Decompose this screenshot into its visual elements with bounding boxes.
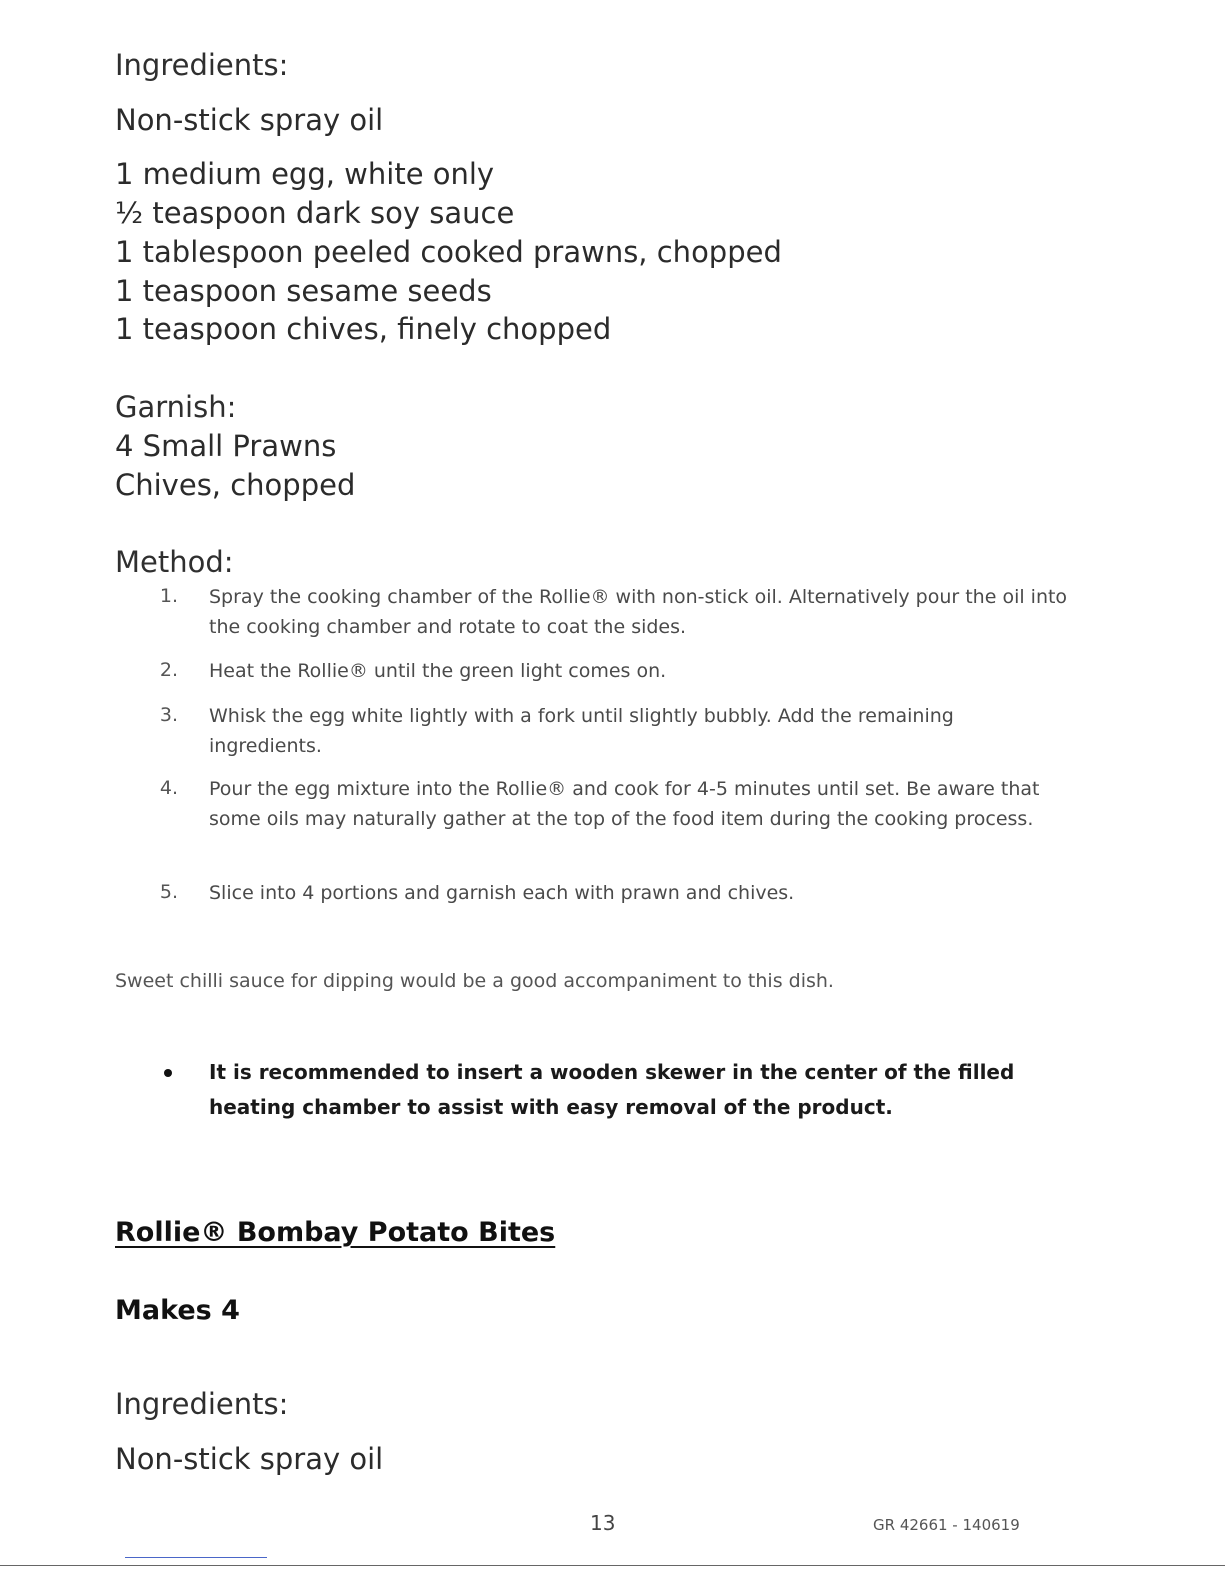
ingredient-item: 1 medium egg, white only: [115, 157, 495, 191]
step-number: 1.: [159, 585, 178, 607]
footnote-separator: [125, 1557, 267, 1558]
recipe-yield: Makes 4: [115, 1295, 240, 1326]
tip-text: It is recommended to insert a wooden skewer in the center of the filled heating chamber to assist with easy removal of the product.: [209, 1060, 1015, 1119]
garnish-item: 4 Small Prawns: [115, 429, 337, 463]
method-step: Slice into 4 portions and garnish each with prawn and chives.: [209, 882, 795, 904]
method-step: Heat the Rollie® until the green light comes on.: [209, 660, 667, 682]
method-heading: Method:: [115, 545, 234, 579]
ingredient-oil: Non-stick spray oil: [115, 103, 384, 137]
document-code: GR 42661 - 140619: [873, 1516, 1020, 1534]
garnish-item: Chives, chopped: [115, 468, 356, 502]
recipe-title: Rollie® Bombay Potato Bites: [115, 1217, 556, 1248]
ingredient-item: ½ teaspoon dark soy sauce: [115, 196, 515, 230]
serving-note: Sweet chilli sauce for dipping would be a good accompaniment to this dish.: [115, 970, 834, 992]
ingredient-item: 1 teaspoon sesame seeds: [115, 274, 492, 308]
method-step: Whisk the egg white lightly with a fork until slightly bubbly. Add the remaining ingredients.: [209, 705, 954, 757]
method-step: Spray the cooking chamber of the Rollie® with non-stick oil. Alternatively pour the oil into the cooking chamber and rotate to coat the sides.: [209, 586, 1068, 638]
method-step: Pour the egg mixture into the Rollie® and cook for 4-5 minutes until set. Be aware that some oils may naturally gather at the top of the food item during the cooking process.: [209, 778, 1040, 830]
ingredient-item: 1 teaspoon chives, finely chopped: [115, 312, 612, 346]
ingredient-oil: Non-stick spray oil: [115, 1442, 384, 1476]
step-number: 4.: [159, 777, 178, 799]
garnish-heading: Garnish:: [115, 390, 237, 424]
ingredients-heading: Ingredients:: [115, 1387, 289, 1421]
page-bottom-rule: [0, 1565, 1225, 1566]
page-number: 13: [590, 1511, 616, 1535]
step-number: 2.: [159, 659, 178, 681]
step-number: 5.: [159, 881, 178, 903]
bullet-icon: [164, 1069, 172, 1077]
step-number: 3.: [159, 704, 178, 726]
ingredients-heading: Ingredients:: [115, 48, 289, 82]
ingredient-item: 1 tablespoon peeled cooked prawns, chopped: [115, 235, 782, 269]
